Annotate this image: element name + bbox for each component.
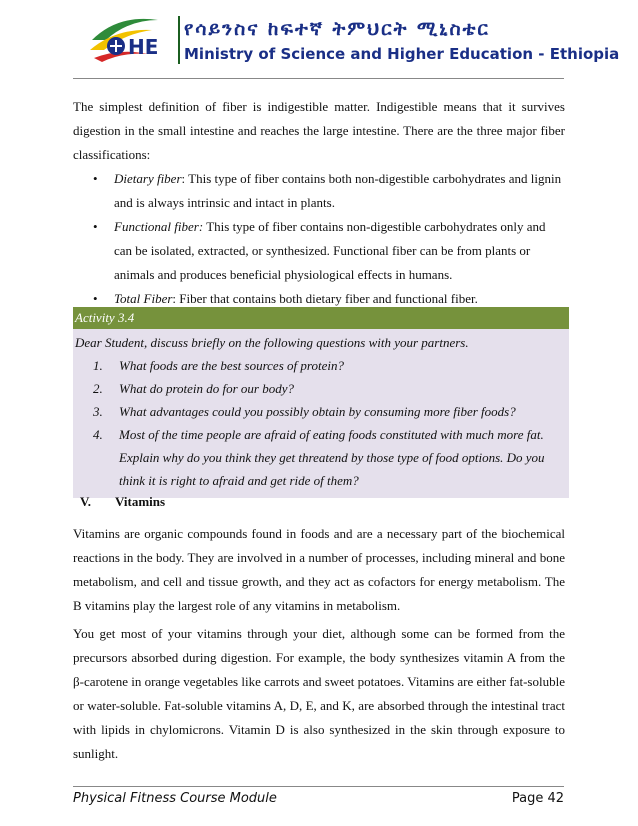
- list-item: [73, 167, 565, 215]
- bullet-icon: •: [93, 219, 98, 234]
- fiber-definition: This type of fiber contains non-digestible carbohydrates only and can be isolated, extracted, or synthesized. Functional fiber can be from plants or animals and produces beneficial physiological effects in humans.: [114, 219, 546, 282]
- header-rule: [73, 78, 564, 79]
- footer-course-title: Physical Fitness Course Module: [73, 791, 277, 806]
- vitamins-paragraph-2: You get most of your vitamins through your diet, although some can be formed from the precursors absorbed during digestion. For example, the body synthesizes vitamin A from the β-carotene in orange vegetables like carrots and sweet potatoes. Vitamins are either fat-soluble or water-soluble. Fat-soluble vitamins A, D, E, and K, are absorbed through the intestinal tract with lipids in chylomicrons. Vitamin D is also synthesized in the skin through exposure to sunlight.: [73, 626, 565, 761]
- question-text: What foods are the best sources of protein?: [119, 358, 344, 373]
- bullet-icon: •: [93, 171, 98, 186]
- header-divider: [178, 16, 180, 64]
- fiber-term-sep: :: [181, 171, 186, 186]
- list-item: [75, 423, 565, 492]
- activity-box: [73, 307, 569, 498]
- header-amharic-title: የሳይንስና ከፍተኛ ትምህርት ሚኒስቴር: [184, 18, 490, 40]
- section-number: V.: [80, 494, 91, 509]
- page-number: Page 42: [511, 791, 564, 806]
- logo-text: HE: [128, 35, 159, 59]
- page-header: [88, 8, 620, 70]
- fiber-term: Total Fiber: [114, 291, 173, 306]
- fiber-definition: Fiber that contains both dietary fiber and functional fiber.: [176, 291, 478, 306]
- vitamins-paragraph-1: Vitamins are organic compounds found in foods and are a necessary part of the biochemical reactions in the body. They are involved in a number of processes, including mineral and bone metabolism, and cell and tissue growth, and they act as cofactors for energy metabolism. The B vitamins play the largest role of any vitamins in metabolism.: [73, 526, 565, 613]
- activity-instruction: Dear Student, discuss briefly on the following questions with your partners.: [75, 335, 469, 350]
- footer-rule: [73, 786, 564, 787]
- question-number: 2.: [93, 381, 103, 396]
- section-title: Vitamins: [115, 494, 166, 509]
- fiber-type-list: [73, 167, 565, 311]
- list-item: [73, 215, 565, 287]
- question-text: Most of the time people are afraid of eating foods constituted with much more fat. Explain why do you think they get threatend by those type of food options. Do you think it is right to afraid and get ride of them?: [119, 427, 545, 488]
- question-text: What do protein do for our body?: [119, 381, 295, 396]
- list-item: [75, 354, 565, 377]
- fiber-section: [73, 95, 565, 311]
- bullet-icon: •: [93, 291, 98, 306]
- fiber-definition: This type of fiber contains both non-digestible carbohydrates and lignin and is always intrinsic and intact in plants.: [114, 171, 562, 210]
- activity-question-list: [75, 354, 565, 492]
- fiber-term-sep: :: [172, 291, 177, 306]
- fiber-term: Functional fiber:: [114, 219, 204, 234]
- question-number: 4.: [93, 427, 103, 442]
- question-text: What advantages could you possibly obtain by consuming more fiber foods?: [119, 404, 516, 419]
- activity-title: Activity 3.4: [73, 307, 569, 329]
- list-item: [75, 400, 565, 423]
- header-english-title: Ministry of Science and Higher Education - Ethiopia: [184, 45, 620, 63]
- activity-body: [73, 329, 569, 498]
- intro-paragraph: The simplest definition of fiber is indigestible matter. Indigestible means that it survives digestion in the small intestine and reaches the large intestine. There are the three major fiber classifications:: [73, 99, 565, 162]
- question-number: 3.: [93, 404, 103, 419]
- question-number: 1.: [93, 358, 103, 373]
- list-item: [75, 377, 565, 400]
- fiber-term: Dietary fiber: [114, 171, 182, 186]
- section-heading: [80, 494, 165, 510]
- ministry-logo-icon: [88, 10, 176, 68]
